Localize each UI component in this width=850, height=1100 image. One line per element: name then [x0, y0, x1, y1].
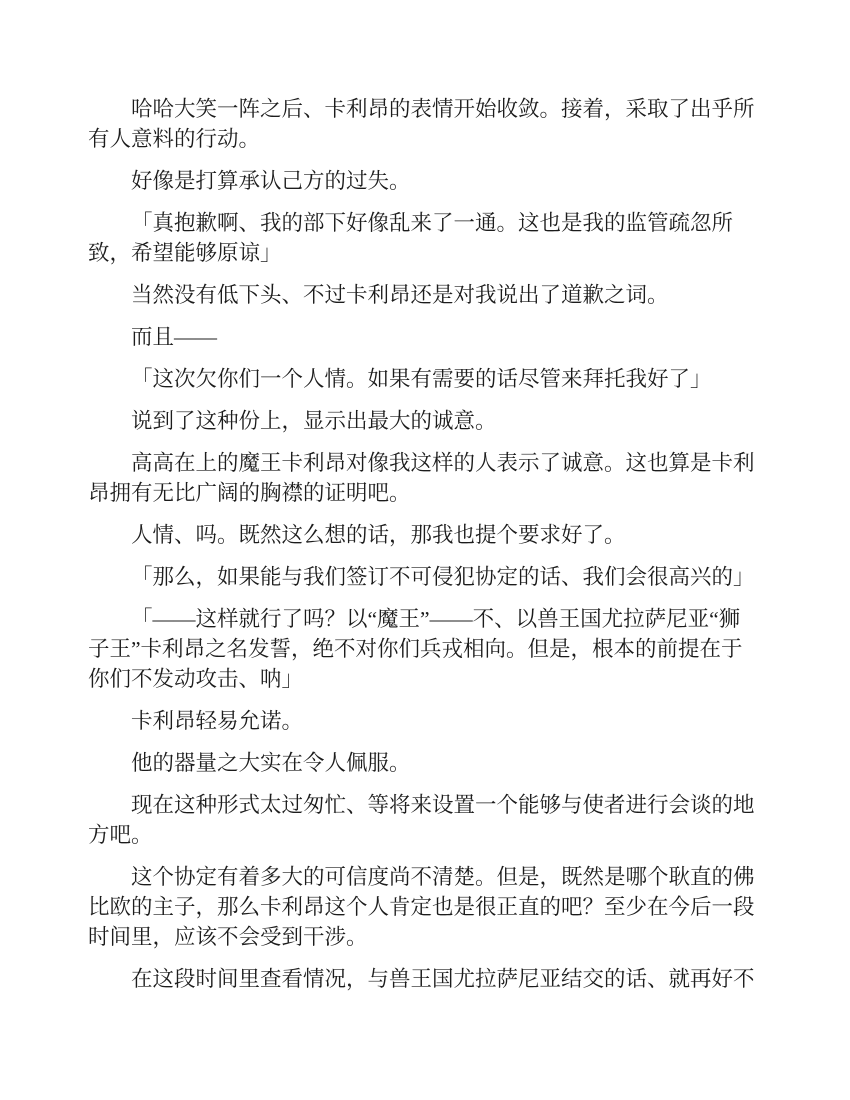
paragraph: 当然没有低下头、不过卡利昂还是对我说出了道歉之词。 — [131, 283, 669, 307]
paragraph: 现在这种形式太过匆忙、等将来设置一个能够与使者进行会谈的地方吧。 — [88, 793, 755, 847]
paragraph: 而且—— — [131, 325, 218, 349]
paragraph: 卡利昂轻易允诺。 — [131, 709, 304, 733]
paragraph: 人情、吗。既然这么想的话，那我也提个要求好了。 — [131, 523, 626, 547]
paragraph: 「——这样就行了吗？以“魔王”——不、以兽王国尤拉萨尼亚“狮子王”卡利昂之名发誓，绝不对你们兵戎相向。但是，根本的前提在于你们不发动攻击、呐」 — [88, 607, 743, 691]
paragraph: 这个协定有着多大的可信度尚不清楚。但是，既然是哪个耿直的佛比欧的主子，那么卡利昂这个人肯定也是很正直的吧？至少在今后一段时间里，应该不会受到干涉。 — [88, 865, 755, 949]
paragraph: 说到了这种份上，显示出最大的诚意。 — [131, 409, 497, 433]
paragraph: 「真抱歉啊、我的部下好像乱来了一通。这也是我的监管疏忽所致，希望能够原谅」 — [88, 211, 734, 265]
paragraph: 哈哈大笑一阵之后、卡利昂的表情开始收敛。接着，采取了出乎所有人意料的行动。 — [88, 97, 755, 151]
paragraph: 「这次欠你们一个人情。如果有需要的话尽管来拜托我好了」 — [131, 367, 712, 391]
paragraph: 「那么，如果能与我们签订不可侵犯协定的话、我们会很高兴的」 — [131, 565, 755, 589]
paragraph-list — [88, 94, 760, 994]
paragraph: 高高在上的魔王卡利昂对像我这样的人表示了诚意。这也算是卡利昂拥有无比广阔的胸襟的证明吧。 — [88, 451, 755, 505]
paragraph: 好像是打算承认己方的过失。 — [131, 169, 411, 193]
paragraph: 他的器量之大实在令人佩服。 — [131, 751, 411, 775]
paragraph: 在这段时间里查看情况，与兽王国尤拉萨尼亚结交的话、就再好不 — [131, 967, 755, 991]
